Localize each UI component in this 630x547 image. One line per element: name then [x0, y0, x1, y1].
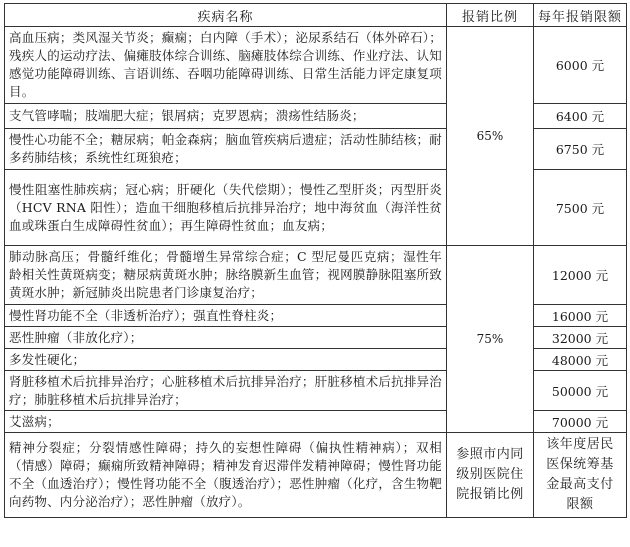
disease-cell: 慢性肾功能不全（非透析治疗）；强直性脊柱炎；: [5, 305, 447, 327]
limit-cell: 70000 元: [534, 411, 627, 433]
limit-cell: 50000 元: [534, 371, 627, 411]
reimbursement-table: [4, 3, 627, 518]
limit-cell: 6000 元: [534, 27, 627, 104]
disease-cell: 慢性心功能不全；糖尿病；帕金森病；脑血管疾病后遗症；活动性肺结核；耐多药肺结核；系统性红斑狼疮；: [5, 129, 447, 170]
table-header-row: [5, 4, 627, 27]
table-row: [5, 371, 627, 411]
limit-cell: 32000 元: [534, 327, 627, 349]
disease-cell: 精神分裂症；分裂情感性障碍；持久的妄想性障碍（偏执性精神病）；双相（情感）障碍；癫痫所致精神障碍；精神发育迟滞伴发精神障碍；慢性肾功能不全（血透治疗）；慢性肾功能不全（腹透治疗）；恶性肿瘤（化疗，含生物靶向药物、内分泌治疗）；恶性肿瘤（放疗）。: [5, 433, 447, 518]
disease-cell: 慢性阻塞性肺疾病；冠心病；肝硬化（失代偿期）；慢性乙型肝炎；丙型肝炎（HCV RNA 阳性）；造血干细胞移植后抗排异治疗；地中海贫血（海洋性贫血或珠蛋白生成障碍性贫血）；再生障碍性贫血；血友病；: [5, 170, 447, 246]
table-row: [5, 27, 627, 104]
table-row: [5, 327, 627, 349]
disease-cell: 肾脏移植术后抗排异治疗；心脏移植术后抗排异治疗；肝脏移植术后抗排异治疗；肺脏移植术后抗排异治疗；: [5, 371, 447, 411]
limit-cell: 7500 元: [534, 170, 627, 246]
table-row: [5, 411, 627, 433]
disease-cell: 高血压病；类风湿关节炎；癫痫；白内障（手术）；泌尿系结石（体外碎石）；残疾人的运动疗法、偏瘫肢体综合训练、脑瘫肢体综合训练、作业疗法、认知感觉功能障碍训练、言语训练、吞咽功能障碍训练、日常生活能力评定康复项目。: [5, 27, 447, 104]
table-row: [5, 246, 627, 305]
disease-cell: 支气管哮喘；肢端肥大症；银屑病；克罗恩病；溃疡性结肠炎；: [5, 104, 447, 129]
header-disease-name: 疾病名称: [5, 4, 447, 27]
disease-cell: 肺动脉高压；骨髓纤维化；骨髓增生异常综合症；C 型尼曼匹克病；湿性年龄相关性黄斑病变；糖尿病黄斑水肿；脉络膜新生血管；视网膜静脉阻塞所致黄斑水肿；新冠肺炎出院患者门诊康复治疗；: [5, 246, 447, 305]
ratio-cell-75: 75%: [447, 246, 534, 433]
disease-cell: 多发性硬化；: [5, 349, 447, 371]
table-row: [5, 305, 627, 327]
limit-cell: 6750 元: [534, 129, 627, 170]
ratio-cell-65: 65%: [447, 27, 534, 246]
header-annual-limit: 每年报销限额: [534, 4, 627, 27]
disease-cell: 艾滋病；: [5, 411, 447, 433]
limit-cell-max: 该年度居民医保统筹基金最高支付限额: [534, 433, 627, 518]
table-row: [5, 104, 627, 129]
table-row: [5, 349, 627, 371]
limit-cell: 6400 元: [534, 104, 627, 129]
limit-cell: 16000 元: [534, 305, 627, 327]
limit-cell: 48000 元: [534, 349, 627, 371]
table-row: [5, 129, 627, 170]
table-row: [5, 170, 627, 246]
header-reimbursement-ratio: 报销比例: [447, 4, 534, 27]
ratio-cell-hospital: 参照市内同级别医院住院报销比例: [447, 433, 534, 518]
table-row: [5, 433, 627, 518]
limit-cell: 12000 元: [534, 246, 627, 305]
disease-cell: 恶性肿瘤（非放化疗）；: [5, 327, 447, 349]
